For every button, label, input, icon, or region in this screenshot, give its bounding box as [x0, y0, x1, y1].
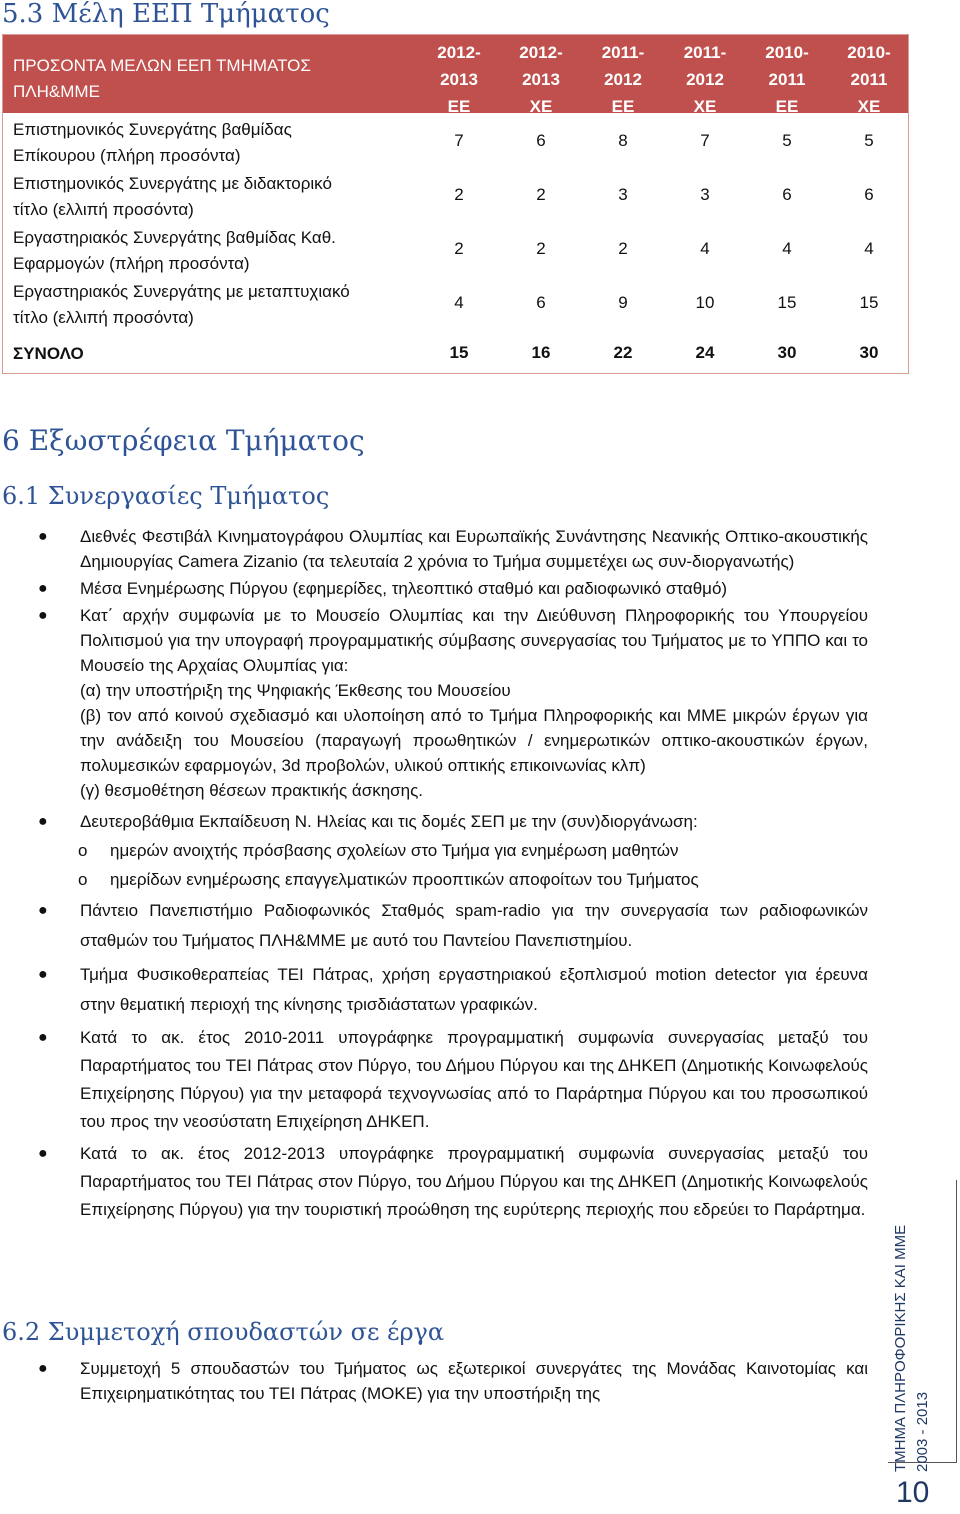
list-item: ● Κατ΄ αρχήν συμφωνία με το Μουσείο Ολυμπίας και την Διεύθυνση Πληροφορικής του Υπουργείου Πολιτισμού για την υπογραφή προγραμματικής σύμβασης συνεργασίας του Τμήματος με το ΥΠΠΟ και το Μουσείο της Αρχαίας Ολυμπίας για: (α) την υποστήριξη της Ψηφιακής Έκθεσης του Μουσείου (β) τον από κοινού σχεδιασμό και υλοποίηση από το Τμήμα Πληροφορικής και ΜΜΕ μικρών έργων για την ανάδειξη του Μουσείου (παραγωγή προωθητικών / ενημερωτικών οπτικο-ακουστικών έργων, πολυμεσικών εφαρμογών, 3d προβολών, υλικού οπτικής επικοινωνίας κλπ) (γ) θεσμοθέτηση θέσεων πρακτικής άσκησης. [38, 603, 868, 803]
cell-value: 4 [454, 293, 464, 312]
bullet-icon: ● [38, 1360, 48, 1377]
sidebar-label: ΤΜΗΜΑ ΠΛΗΡΟΦΟΡΙΚΗΣ ΚΑΙ ΜΜΕ 2003 - 2013 [892, 1224, 931, 1472]
cell-value: 6 [782, 185, 792, 204]
cell-value: 4 [782, 239, 792, 258]
column-header: 2012- 2013 ΧΕ [519, 43, 563, 116]
section-heading-6-1: 6.1 Συνεργασίες Τμήματος [2, 482, 330, 510]
list-item: ● Διεθνές Φεστιβάλ Κινηματογράφου Ολυμπίας και Ευρωπαϊκής Συνάντησης Νεανικής Οπτικο-ακουστικής Δημιουργίας Camera Zizanio (τα τελευταία 2 χρόνια το Τμήμα συμμετέχει ως συν-διοργανωτής) [38, 524, 868, 574]
chapter-heading-6: 6 Εξωστρέφεια Τμήματος [2, 424, 365, 457]
list-item: ● Μέσα Ενημέρωσης Πύργου (εφημερίδες, τηλεοπτικό σταθμό και ραδιοφωνικό σταθμό) [38, 576, 868, 601]
total-value: 16 [531, 343, 551, 362]
cell-value: 2 [454, 239, 464, 258]
list-item: ● Κατά το ακ. έτος 2010-2011 υπογράφηκε προγραμματική συμφωνία συνεργασίας μεταξύ του Παραρτήματος του ΤΕΙ Πάτρας στον Πύργο, του Δήμου Πύργου και της ΔΗΚΕΠ (Δημοτικής Κοινωφελούς Επιχείρησης Πύργου) για την μεταφορά τεχνογνωσίας από το Παράρτημα Πύργου και του προσωπικού του προς την νεοσύστατη Επιχείρηση ΔΗΚΕΠ. [38, 1024, 868, 1136]
bullet-icon: ● [38, 813, 48, 830]
section-heading-5-3: 5.3 Μέλη ΕΕΠ Τμήματος [2, 0, 330, 29]
circle-bullet-icon: o [78, 841, 88, 860]
bullet-icon: ● [38, 1029, 48, 1046]
participation-list [38, 1356, 868, 1406]
column-header: 2010- 2011 ΧΕ [847, 43, 891, 116]
list-item: ● Κατά το ακ. έτος 2012-2013 υπογράφηκε προγραμματική συμφωνία συνεργασίας μεταξύ του Παραρτήματος του ΤΕΙ Πάτρας στον Πύργο, του Δήμου Πύργου και της ΔΗΚΕΠ (Δημοτικής Κοινωφελούς Επιχείρησης Πύργου) για την τουριστική προώθηση της ευρύτερης περιοχής που εδρεύει το Παράρτημα. [38, 1140, 868, 1224]
cell-value: 5 [864, 131, 874, 150]
list-item: ● Δευτεροβάθμια Εκπαίδευση Ν. Ηλείας και τις δομές ΣΕΠ με την (συν)διοργάνωση: [38, 809, 868, 834]
row-label: Εργαστηριακός Συνεργάτης με μεταπτυχιακό τίτλο (ελλιπή προσόντα) [13, 282, 350, 327]
sidebar-block [888, 1180, 957, 1472]
cell-value: 3 [700, 185, 710, 204]
column-header: 2012- 2013 ΕΕ [437, 43, 481, 116]
table-header-row [3, 35, 908, 116]
circle-bullet-icon: o [78, 870, 88, 889]
total-value: 30 [859, 343, 879, 362]
total-value: 15 [449, 343, 469, 362]
header-label: ΠΡΟΣΟΝΤΑ ΜΕΛΩΝ ΕΕΠ ΤΜΗΜΑΤΟΣ ΠΛΗ&ΜΜΕ [13, 56, 311, 101]
cell-value: 4 [700, 239, 710, 258]
total-value: 30 [777, 343, 797, 362]
table-row [3, 223, 908, 277]
cell-value: 10 [695, 293, 715, 312]
bullet-icon: ● [38, 580, 48, 597]
bullet-icon: ● [38, 528, 48, 545]
cell-value: 4 [864, 239, 874, 258]
cell-value: 6 [536, 293, 546, 312]
cell-value: 2 [618, 239, 628, 258]
total-label: ΣΥΝΟΛΟ [13, 344, 84, 363]
cell-value: 6 [864, 185, 874, 204]
column-header: 2010- 2011 ΕΕ [765, 43, 809, 116]
page-number: 10 [896, 1476, 930, 1509]
list-item: ● Πάντειο Πανεπιστήμιο Ραδιοφωνικός Σταθμός spam-radio για την συνεργασία των ραδιοφωνικών σταθμών του Τμήματος ΠΛΗ&ΜΜΕ με αυτό του Παντείου Πανεπιστημίου. [38, 896, 868, 956]
total-value: 22 [613, 343, 633, 362]
table-row [3, 169, 908, 223]
sub-list-item: o ημερών ανοιχτής πρόσβασης σχολείων στο Τμήμα για ενημέρωση μαθητών [38, 838, 868, 863]
cell-value: 5 [782, 131, 792, 150]
cell-value: 3 [618, 185, 628, 204]
bullet-icon: ● [38, 607, 48, 624]
bullet-icon: ● [38, 1145, 48, 1162]
sub-list-item: o ημερίδων ενημέρωσης επαγγελματικών προοπτικών αποφοίτων του Τμήματος [38, 867, 868, 892]
cell-value: 9 [618, 293, 628, 312]
section-heading-6-2: 6.2 Συμμετοχή σπουδαστών σε έργα [2, 1318, 445, 1346]
bullet-icon: ● [38, 966, 48, 983]
row-label: Εργαστηριακός Συνεργάτης βαθμίδας Καθ. Εφαρμογών (πλήρη προσόντα) [13, 228, 336, 273]
cell-value: 15 [777, 293, 797, 312]
staff-table [2, 34, 909, 374]
total-value: 24 [695, 343, 715, 362]
cell-value: 15 [859, 293, 879, 312]
cell-value: 6 [536, 131, 546, 150]
cell-value: 2 [536, 185, 546, 204]
row-label: Επιστημονικός Συνεργάτης βαθμίδας Επίκουρου (πλήρη προσόντα) [13, 120, 292, 165]
table-row [3, 115, 908, 169]
cell-value: 7 [454, 131, 464, 150]
column-header: 2011- 2012 ΧΕ [683, 43, 727, 116]
cell-value: 8 [618, 131, 628, 150]
cell-value: 2 [454, 185, 464, 204]
bullet-icon: ● [38, 902, 48, 919]
list-item: ● Τμήμα Φυσικοθεραπείας ΤΕΙ Πάτρας, χρήση εργαστηριακού εξοπλισμού motion detector για έρευνα στην θεματική περιοχή της κίνησης τρισδιάστατων γραφικών. [38, 960, 868, 1020]
cell-value: 7 [700, 131, 710, 150]
cell-value: 2 [536, 239, 546, 258]
table-row [3, 277, 908, 331]
row-label: Επιστημονικός Συνεργάτης με διδακτορικό τίτλο (ελλιπή προσόντα) [13, 174, 332, 219]
collaborations-list [38, 524, 868, 1224]
column-header: 2011- 2012 ΕΕ [601, 43, 645, 116]
table-total-row [3, 337, 908, 371]
list-item: ● Συμμετοχή 5 σπουδαστών του Τμήματος ως εξωτερικοί συνεργάτες της Μονάδας Καινοτομίας και Επιχειρηματικότητας του ΤΕΙ Πάτρας (ΜΟΚΕ) για την υποστήριξη της [38, 1356, 868, 1406]
